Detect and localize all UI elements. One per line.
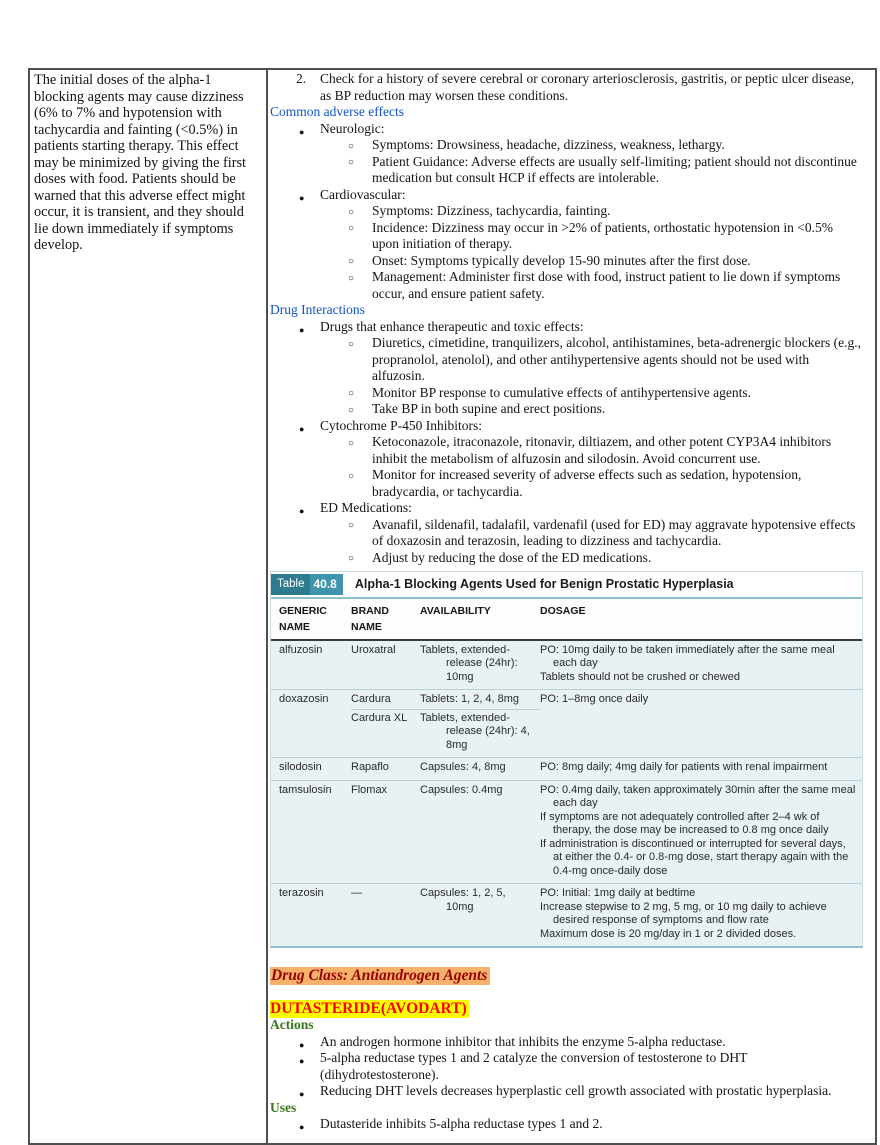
brand-availability-variant <box>351 784 540 798</box>
table-badge-number: 40.8 <box>310 574 343 595</box>
brand-name-cell: Flomax <box>351 783 388 796</box>
list-item: ● Cardiovascular: <box>270 187 863 204</box>
availability-cell: Tablets, extended-release (24hr): 10mg <box>420 643 518 683</box>
left-note-column <box>30 70 268 1143</box>
highlighted-text: Drug Class: Antiandrogen Agents <box>270 967 490 985</box>
list-item: ○ Symptoms: Drowsiness, headache, dizziness, weakness, lethargy. <box>270 137 863 154</box>
availability-cell: Tablets: 1, 2, 4, 8mg <box>420 693 520 705</box>
drug-table <box>270 571 863 948</box>
list-item: ● Drugs that enhance therapeutic and toxic effects: <box>270 319 863 336</box>
generic-name-cell: alfuzosin <box>279 643 323 656</box>
dosage-line: Increase stepwise to 2 mg, 5 mg, or 10 mg daily to achieve desired response of symptoms and flow rate <box>540 900 827 926</box>
list-item: ● Neurologic: <box>270 121 863 138</box>
list-item: ○ Avanafil, sildenafil, tadalafil, vardenafil (used for ED) may aggravate hypotensive effects of doxazosin and terazosin, leading to dizziness and tachycardia. <box>270 517 863 550</box>
list-item: ● 5-alpha reductase types 1 and 2 catalyze the conversion of testosterone to DHT (dihydrotestosterone). <box>270 1050 863 1083</box>
table-row <box>271 780 862 884</box>
brand-availability-cell <box>351 887 540 941</box>
dosage-line: PO: 1–8mg once daily <box>540 693 649 705</box>
brand-availability-cell <box>351 784 540 879</box>
generic-name-cell: doxazosin <box>279 693 329 705</box>
brand-availability-variant <box>351 709 540 753</box>
table-title-bar <box>271 572 862 597</box>
list-item: ● Cytochrome P-450 Inhibitors: <box>270 418 863 435</box>
numbered-item <box>270 71 863 104</box>
dosage-line: Tablets should not be crushed or chewed <box>540 670 740 683</box>
dosage-line: PO: 10mg daily to be taken immediately after the same meal each day <box>540 643 835 669</box>
content-blocks <box>270 71 863 566</box>
list-item: ● An androgen hormone inhibitor that inhibits the enzyme 5-alpha reductase. <box>270 1034 863 1051</box>
table-column-header: GENERIC NAME <box>279 604 327 633</box>
list-item: ● Reducing DHT levels decreases hyperplastic cell growth associated with prostatic hyperplasia. <box>270 1083 863 1100</box>
dosage-cell <box>540 887 858 941</box>
bottom-blocks <box>270 968 863 1133</box>
list-item: ○ Ketoconazole, itraconazole, ritonavir, diltiazem, and other potent CYP3A4 inhibitors inhibit the metabolism of alfuzosin and silodosin. Avoid concurrent use. <box>270 434 863 467</box>
list-item: ○ Adjust by reducing the dose of the ED medications. <box>270 550 863 567</box>
availability-cell: Capsules: 4, 8mg <box>420 761 506 773</box>
dosage-line: PO: Initial: 1mg daily at bedtime <box>540 887 696 899</box>
list-item: ○ Onset: Symptoms typically develop 15-90 minutes after the first dose. <box>270 253 863 270</box>
dosage-line: PO: 0.4mg daily, taken approximately 30min after the same meal each day <box>540 783 856 809</box>
brand-availability-variant <box>351 644 540 685</box>
table-row <box>271 757 862 780</box>
left-note-text: The initial doses of the alpha-1 blocking agents may cause dizziness (6% to 7% and hypotension with tachycardia and fainting (<0.5%) in patients starting therapy. This effect may be minimized by giving the first doses with food. Patients should be warned that this adverse effect might occur, it is transient, and they should lie down immediately if symptoms develop. <box>34 72 247 253</box>
list-item: ○ Monitor for increased severity of adverse effects such as sedation, hypotension, bradycardia, or tachycardia. <box>270 467 863 500</box>
document-frame <box>28 68 877 1145</box>
list-item: ○ Incidence: Dizziness may occur in >2% of patients, orthostatic hypotension in <0.5% upon initiation of therapy. <box>270 220 863 253</box>
brand-availability-cell <box>351 644 540 685</box>
table-badge-label: Table <box>271 574 310 595</box>
availability-cell: Tablets, extended-release (24hr): 4, 8mg <box>420 711 530 751</box>
brand-name-cell: Cardura <box>351 693 391 705</box>
section-heading: Drug Interactions <box>270 302 365 317</box>
generic-name-cell: terazosin <box>279 887 324 899</box>
list-item: ○ Take BP in both supine and erect positions. <box>270 401 863 418</box>
table-row <box>271 689 862 757</box>
brand-name-cell: — <box>351 887 362 899</box>
availability-cell: Capsules: 1, 2, 5, 10mg <box>420 887 506 913</box>
list-item: ○ Diuretics, cimetidine, tranquilizers, alcohol, antihistamines, beta-adrenergic blockers (e.g., propranolol, atenolol), and other antihypertensive agents should not be used with alfuzosin. <box>270 335 863 385</box>
list-item: ● Dutasteride inhibits 5-alpha reductase types 1 and 2. <box>270 1116 863 1133</box>
dosage-line: Maximum dose is 20 mg/day in 1 or 2 divided doses. <box>540 927 797 940</box>
dosage-line: PO: 8mg daily; 4mg daily for patients with renal impairment <box>540 761 828 773</box>
generic-name-cell: tamsulosin <box>279 783 332 796</box>
table-header-row <box>271 597 862 641</box>
main-content-column <box>268 70 880 1143</box>
list-item: ○ Management: Administer first dose with food, instruct patient to lie down if symptoms occur, and ensure patient safety. <box>270 269 863 302</box>
section-heading: Uses <box>270 1099 297 1115</box>
table-body <box>271 641 862 947</box>
table-row <box>271 883 862 946</box>
availability-cell: Capsules: 0.4mg <box>420 783 503 796</box>
brand-availability-variant <box>351 887 540 914</box>
table-badge <box>271 574 343 595</box>
table-column-header: BRAND NAME <box>351 604 389 633</box>
dosage-line: If symptoms are not adequately controlled after 2–4 wk of therapy, the dose may be increased to 0.8 mg once daily <box>540 810 829 836</box>
brand-name-cell: Uroxatral <box>351 643 396 656</box>
section-heading: Actions <box>270 1017 314 1032</box>
brand-name-cell: Rapaflo <box>351 761 389 773</box>
list-number: 2. <box>296 71 307 86</box>
dosage-cell <box>540 784 858 879</box>
dosage-cell <box>540 761 858 775</box>
dosage-line: If administration is discontinued or interrupted for several days, at either the 0.4- or 0.8-mg dose, start therapy again with the 0.4-mg once-daily dose <box>540 837 849 877</box>
highlighted-text: DUTASTERIDE(AVODART) <box>270 999 467 1017</box>
list-item: ○ Monitor BP response to cumulative effects of antihypertensive agents. <box>270 385 863 402</box>
brand-availability-variant <box>351 761 540 775</box>
table-row <box>271 641 862 690</box>
table-column-header: AVAILABILITY <box>420 604 491 617</box>
dosage-cell <box>540 644 858 685</box>
list-item: ○ Symptoms: Dizziness, tachycardia, fainting. <box>270 203 863 220</box>
section-heading: Common adverse effects <box>270 104 404 119</box>
table-column-header: DOSAGE <box>540 604 586 617</box>
brand-availability-cell <box>351 693 540 752</box>
brand-name-cell: Cardura XL <box>351 711 408 724</box>
brand-availability-cell <box>351 761 540 775</box>
dosage-cell <box>540 693 858 752</box>
list-item: ○ Patient Guidance: Adverse effects are usually self-limiting; patient should not discontinue medication but consult HCP if effects are intolerable. <box>270 154 863 187</box>
brand-availability-variant <box>351 693 540 707</box>
drug-name-heading <box>270 1001 863 1018</box>
table-title: Alpha-1 Blocking Agents Used for Benign Prostatic Hyperplasia <box>354 577 734 591</box>
drug-class-heading <box>270 968 863 985</box>
numbered-item-text: Check for a history of severe cerebral or coronary arteriosclerosis, gastritis, or peptic ulcer disease, as BP reduction may worsen these conditions. <box>320 71 855 103</box>
list-item: ● ED Medications: <box>270 500 863 517</box>
generic-name-cell: silodosin <box>279 761 322 773</box>
